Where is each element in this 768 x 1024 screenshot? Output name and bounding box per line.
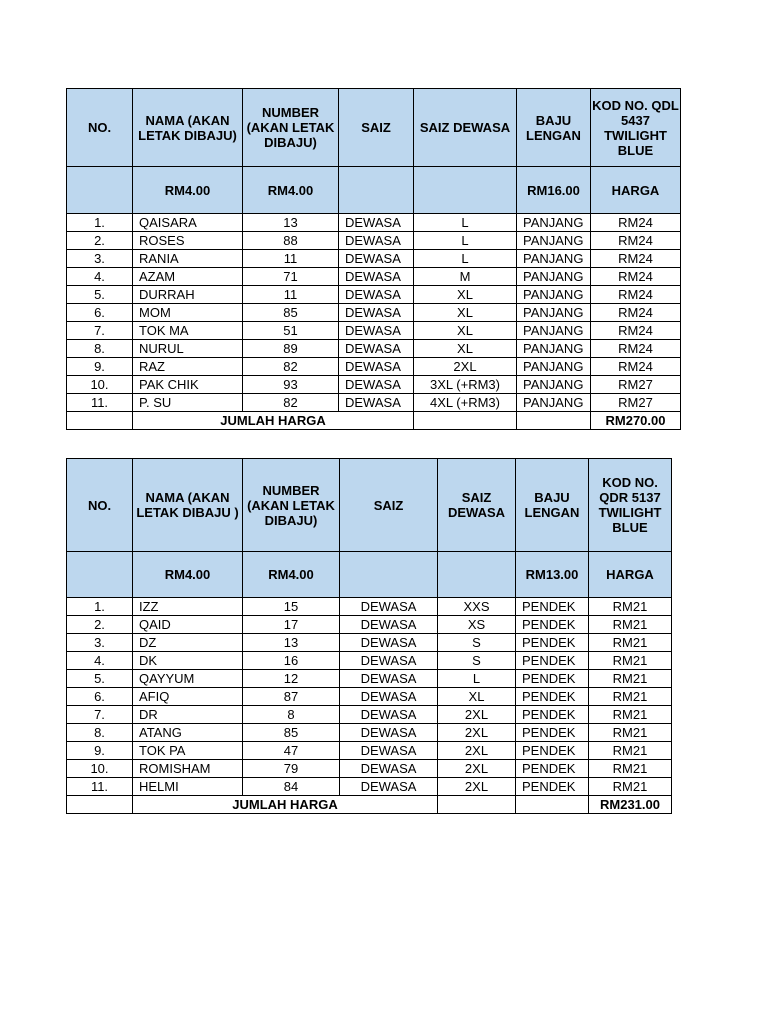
table-row xyxy=(67,358,681,376)
row-number: 82 xyxy=(243,358,339,376)
row-saiz-dewasa: L xyxy=(438,670,516,688)
price-empty xyxy=(438,552,516,598)
table-row xyxy=(67,616,672,634)
row-name: ROSES xyxy=(133,232,243,250)
row-saiz: DEWASA xyxy=(339,232,414,250)
row-baju-lengan: PENDEK xyxy=(516,760,589,778)
row-no: 10. xyxy=(67,376,133,394)
header-nama: NAMA (AKAN LETAK DIBAJU ) xyxy=(133,459,243,552)
row-number: 12 xyxy=(243,670,340,688)
price-empty xyxy=(67,167,133,214)
row-saiz-dewasa: L xyxy=(414,232,517,250)
total-amount: RM270.00 xyxy=(591,412,681,430)
row-saiz-dewasa: 2XL xyxy=(414,358,517,376)
row-name: MOM xyxy=(133,304,243,322)
row-harga: RM24 xyxy=(591,268,681,286)
row-harga: RM21 xyxy=(589,760,672,778)
row-name: QAYYUM xyxy=(133,670,243,688)
order-table-2 xyxy=(66,458,672,814)
row-number: 85 xyxy=(243,724,340,742)
row-harga: RM27 xyxy=(591,394,681,412)
row-saiz-dewasa: XL xyxy=(438,688,516,706)
table-row xyxy=(67,778,672,796)
row-saiz: DEWASA xyxy=(340,616,438,634)
row-no: 2. xyxy=(67,616,133,634)
total-empty xyxy=(67,796,133,814)
row-number: 87 xyxy=(243,688,340,706)
row-no: 10. xyxy=(67,760,133,778)
row-baju-lengan: PENDEK xyxy=(516,688,589,706)
row-no: 5. xyxy=(67,286,133,304)
row-number: 13 xyxy=(243,214,339,232)
total-row xyxy=(67,796,672,814)
row-saiz: DEWASA xyxy=(339,376,414,394)
row-baju-lengan: PANJANG xyxy=(517,268,591,286)
row-harga: RM24 xyxy=(591,286,681,304)
row-harga: RM21 xyxy=(589,778,672,796)
row-no: 8. xyxy=(67,340,133,358)
row-saiz-dewasa: S xyxy=(438,652,516,670)
row-baju-lengan: PANJANG xyxy=(517,250,591,268)
header-no: NO. xyxy=(67,459,133,552)
row-number: 8 xyxy=(243,706,340,724)
row-harga: RM21 xyxy=(589,652,672,670)
row-harga: RM21 xyxy=(589,616,672,634)
table-row xyxy=(67,394,681,412)
row-no: 6. xyxy=(67,688,133,706)
table-row xyxy=(67,268,681,286)
row-name: AZAM xyxy=(133,268,243,286)
row-number: 11 xyxy=(243,250,339,268)
row-number: 17 xyxy=(243,616,340,634)
price-number: RM4.00 xyxy=(243,167,339,214)
row-baju-lengan: PANJANG xyxy=(517,358,591,376)
row-baju-lengan: PANJANG xyxy=(517,286,591,304)
row-no: 5. xyxy=(67,670,133,688)
table-row xyxy=(67,742,672,760)
header-saiz: SAIZ xyxy=(339,89,414,167)
total-empty xyxy=(517,412,591,430)
row-no: 3. xyxy=(67,634,133,652)
table-row xyxy=(67,724,672,742)
row-saiz: DEWASA xyxy=(340,652,438,670)
row-baju-lengan: PENDEK xyxy=(516,670,589,688)
row-number: 51 xyxy=(243,322,339,340)
row-number: 71 xyxy=(243,268,339,286)
row-harga: RM21 xyxy=(589,706,672,724)
table-row xyxy=(67,286,681,304)
header-row xyxy=(67,459,672,552)
row-baju-lengan: PANJANG xyxy=(517,304,591,322)
row-harga: RM24 xyxy=(591,358,681,376)
row-no: 8. xyxy=(67,724,133,742)
header-saiz-dewasa: SAIZ DEWASA xyxy=(414,89,517,167)
row-saiz-dewasa: M xyxy=(414,268,517,286)
row-no: 7. xyxy=(67,322,133,340)
row-saiz: DEWASA xyxy=(339,340,414,358)
price-nama: RM4.00 xyxy=(133,552,243,598)
table-row xyxy=(67,214,681,232)
total-empty xyxy=(414,412,517,430)
row-baju-lengan: PANJANG xyxy=(517,232,591,250)
row-baju-lengan: PANJANG xyxy=(517,214,591,232)
row-baju-lengan: PANJANG xyxy=(517,394,591,412)
row-no: 11. xyxy=(67,394,133,412)
row-harga: RM21 xyxy=(589,634,672,652)
table-2-body xyxy=(67,598,672,796)
table-row xyxy=(67,634,672,652)
row-no: 7. xyxy=(67,706,133,724)
row-harga: RM24 xyxy=(591,214,681,232)
total-empty xyxy=(67,412,133,430)
table-row xyxy=(67,670,672,688)
price-harga: HARGA xyxy=(589,552,672,598)
row-number: 85 xyxy=(243,304,339,322)
row-no: 9. xyxy=(67,358,133,376)
row-name: ATANG xyxy=(133,724,243,742)
table-row xyxy=(67,652,672,670)
row-name: DK xyxy=(133,652,243,670)
row-number: 13 xyxy=(243,634,340,652)
row-name: TOK PA xyxy=(133,742,243,760)
price-lengan: RM16.00 xyxy=(517,167,591,214)
row-saiz-dewasa: XXS xyxy=(438,598,516,616)
row-no: 6. xyxy=(67,304,133,322)
row-saiz-dewasa: 2XL xyxy=(438,778,516,796)
row-saiz: DEWASA xyxy=(339,358,414,376)
row-name: NURUL xyxy=(133,340,243,358)
row-saiz: DEWASA xyxy=(340,760,438,778)
row-number: 89 xyxy=(243,340,339,358)
header-kod: KOD NO. QDR 5137 TWILIGHT BLUE xyxy=(589,459,672,552)
header-number: NUMBER (AKAN LETAK DIBAJU) xyxy=(243,89,339,167)
total-amount: RM231.00 xyxy=(589,796,672,814)
total-label: JUMLAH HARGA xyxy=(133,412,414,430)
row-saiz: DEWASA xyxy=(339,250,414,268)
header-saiz-dewasa: SAIZ DEWASA xyxy=(438,459,516,552)
row-name: DZ xyxy=(133,634,243,652)
header-baju-lengan: BAJU LENGAN xyxy=(516,459,589,552)
row-name: P. SU xyxy=(133,394,243,412)
price-row xyxy=(67,552,672,598)
row-saiz-dewasa: L xyxy=(414,214,517,232)
row-number: 82 xyxy=(243,394,339,412)
row-baju-lengan: PANJANG xyxy=(517,376,591,394)
row-saiz: DEWASA xyxy=(340,598,438,616)
row-saiz: DEWASA xyxy=(340,778,438,796)
table-row xyxy=(67,340,681,358)
row-saiz: DEWASA xyxy=(340,724,438,742)
row-saiz-dewasa: XL xyxy=(414,286,517,304)
row-harga: RM21 xyxy=(589,598,672,616)
table-row xyxy=(67,232,681,250)
row-name: IZZ xyxy=(133,598,243,616)
row-baju-lengan: PANJANG xyxy=(517,322,591,340)
row-name: QAISARA xyxy=(133,214,243,232)
row-baju-lengan: PENDEK xyxy=(516,616,589,634)
row-saiz: DEWASA xyxy=(340,688,438,706)
table-row xyxy=(67,304,681,322)
row-name: DURRAH xyxy=(133,286,243,304)
row-saiz: DEWASA xyxy=(339,214,414,232)
row-baju-lengan: PENDEK xyxy=(516,778,589,796)
price-empty xyxy=(340,552,438,598)
row-saiz-dewasa: 2XL xyxy=(438,706,516,724)
table-row xyxy=(67,688,672,706)
price-empty xyxy=(339,167,414,214)
row-saiz: DEWASA xyxy=(340,706,438,724)
row-no: 1. xyxy=(67,214,133,232)
row-number: 88 xyxy=(243,232,339,250)
row-name: QAID xyxy=(133,616,243,634)
price-lengan: RM13.00 xyxy=(516,552,589,598)
header-number: NUMBER (AKAN LETAK DIBAJU) xyxy=(243,459,340,552)
row-saiz-dewasa: 2XL xyxy=(438,742,516,760)
row-number: 84 xyxy=(243,778,340,796)
row-saiz-dewasa: XS xyxy=(438,616,516,634)
row-number: 16 xyxy=(243,652,340,670)
row-no: 9. xyxy=(67,742,133,760)
row-name: PAK CHIK xyxy=(133,376,243,394)
total-empty xyxy=(438,796,516,814)
price-empty xyxy=(67,552,133,598)
row-number: 15 xyxy=(243,598,340,616)
row-saiz: DEWASA xyxy=(340,634,438,652)
row-number: 79 xyxy=(243,760,340,778)
row-number: 47 xyxy=(243,742,340,760)
row-saiz: DEWASA xyxy=(339,322,414,340)
row-baju-lengan: PENDEK xyxy=(516,598,589,616)
table-row xyxy=(67,250,681,268)
row-name: DR xyxy=(133,706,243,724)
price-number: RM4.00 xyxy=(243,552,340,598)
row-harga: RM24 xyxy=(591,250,681,268)
row-saiz: DEWASA xyxy=(340,742,438,760)
row-saiz-dewasa: 4XL (+RM3) xyxy=(414,394,517,412)
row-no: 3. xyxy=(67,250,133,268)
row-name: AFIQ xyxy=(133,688,243,706)
table-row xyxy=(67,706,672,724)
price-harga: HARGA xyxy=(591,167,681,214)
row-saiz-dewasa: S xyxy=(438,634,516,652)
row-no: 11. xyxy=(67,778,133,796)
header-nama: NAMA (AKAN LETAK DIBAJU) xyxy=(133,89,243,167)
row-saiz: DEWASA xyxy=(340,670,438,688)
row-harga: RM27 xyxy=(591,376,681,394)
row-baju-lengan: PENDEK xyxy=(516,652,589,670)
row-saiz-dewasa: L xyxy=(414,250,517,268)
row-baju-lengan: PENDEK xyxy=(516,634,589,652)
row-no: 1. xyxy=(67,598,133,616)
row-saiz-dewasa: XL xyxy=(414,322,517,340)
header-no: NO. xyxy=(67,89,133,167)
row-harga: RM21 xyxy=(589,688,672,706)
row-saiz-dewasa: 3XL (+RM3) xyxy=(414,376,517,394)
row-baju-lengan: PENDEK xyxy=(516,742,589,760)
row-saiz-dewasa: 2XL xyxy=(438,760,516,778)
row-baju-lengan: PENDEK xyxy=(516,706,589,724)
row-harga: RM21 xyxy=(589,742,672,760)
table-row xyxy=(67,376,681,394)
row-number: 93 xyxy=(243,376,339,394)
row-no: 4. xyxy=(67,268,133,286)
total-empty xyxy=(516,796,589,814)
row-baju-lengan: PANJANG xyxy=(517,340,591,358)
row-number: 11 xyxy=(243,286,339,304)
row-harga: RM24 xyxy=(591,304,681,322)
header-kod: KOD NO. QDL 5437 TWILIGHT BLUE xyxy=(591,89,681,167)
table-row xyxy=(67,322,681,340)
row-name: ROMISHAM xyxy=(133,760,243,778)
header-saiz: SAIZ xyxy=(340,459,438,552)
row-no: 4. xyxy=(67,652,133,670)
row-name: HELMI xyxy=(133,778,243,796)
table-row xyxy=(67,760,672,778)
row-harga: RM24 xyxy=(591,322,681,340)
row-no: 2. xyxy=(67,232,133,250)
row-saiz: DEWASA xyxy=(339,394,414,412)
row-saiz: DEWASA xyxy=(339,304,414,322)
row-harga: RM21 xyxy=(589,670,672,688)
total-label: JUMLAH HARGA xyxy=(133,796,438,814)
row-saiz-dewasa: XL xyxy=(414,304,517,322)
row-harga: RM24 xyxy=(591,232,681,250)
row-saiz-dewasa: 2XL xyxy=(438,724,516,742)
header-row xyxy=(67,89,681,167)
row-saiz-dewasa: XL xyxy=(414,340,517,358)
row-saiz: DEWASA xyxy=(339,286,414,304)
price-row xyxy=(67,167,681,214)
row-name: RANIA xyxy=(133,250,243,268)
total-row xyxy=(67,412,681,430)
table-1-body xyxy=(67,214,681,412)
price-empty xyxy=(414,167,517,214)
row-name: TOK MA xyxy=(133,322,243,340)
table-row xyxy=(67,598,672,616)
order-table-1 xyxy=(66,88,681,430)
row-name: RAZ xyxy=(133,358,243,376)
price-nama: RM4.00 xyxy=(133,167,243,214)
row-harga: RM21 xyxy=(589,724,672,742)
row-baju-lengan: PENDEK xyxy=(516,724,589,742)
row-saiz: DEWASA xyxy=(339,268,414,286)
header-baju-lengan: BAJU LENGAN xyxy=(517,89,591,167)
row-harga: RM24 xyxy=(591,340,681,358)
